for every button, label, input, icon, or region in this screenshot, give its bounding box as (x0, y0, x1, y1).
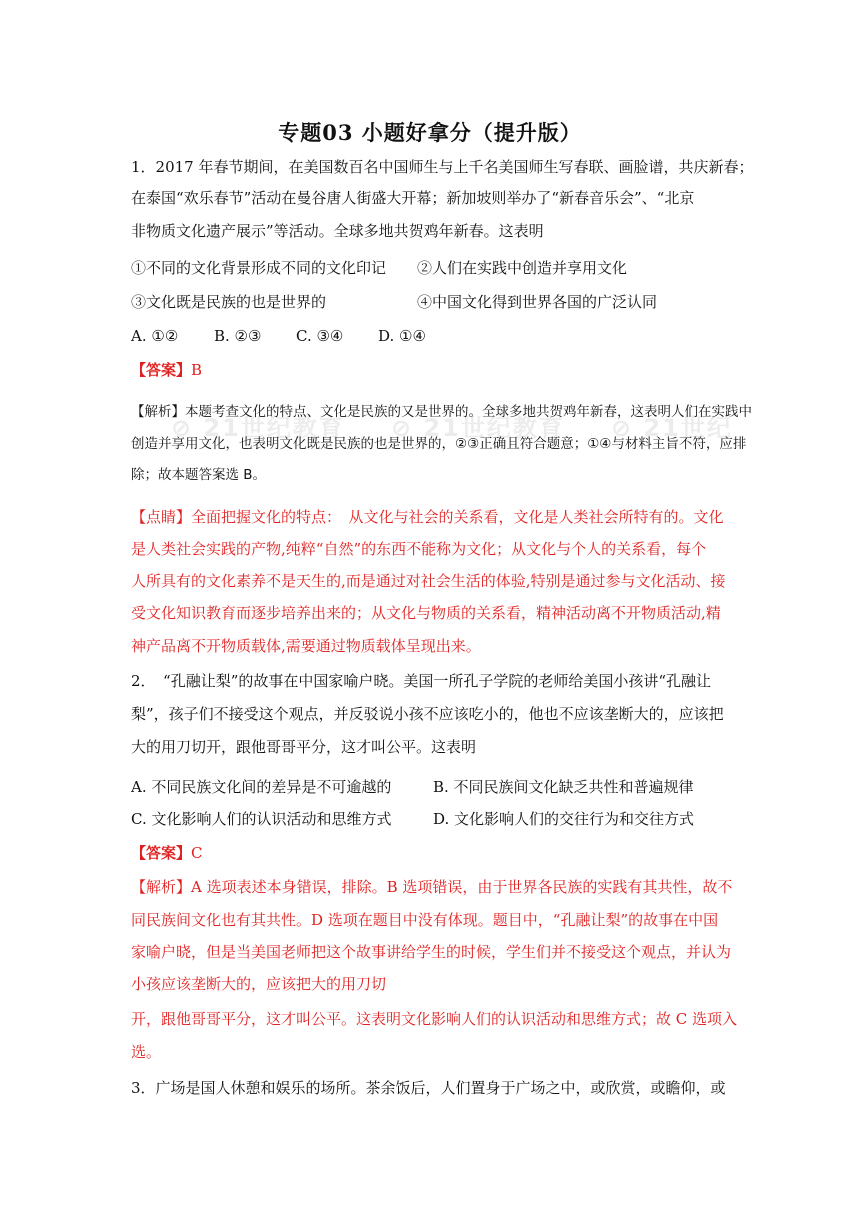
q1-point-line-4: 受文化知识教育而逐步培养出来的；从文化与物质的关系看，精神活动离不开物质活动,精 (131, 604, 721, 622)
q1-point-line-1: 【点睛】全面把握文化的特点： 从文化与社会的关系看，文化是人类社会所特有的。文化 (131, 508, 724, 526)
watermark: ⊘ 21世纪 (611, 414, 733, 442)
q2-stem-line-1: 2． “孔融让梨”的故事在中国家喻户晓。美国一所孔子学院的老师给美国小孩讲“孔融让 (131, 672, 712, 690)
q1-option-a: A. ①② (131, 327, 179, 345)
q1-option-b: B. ②③ (214, 327, 262, 345)
q1-stem-line-3: 非物质文化遗产展示”等活动。全球多地共贺鸡年新春。这表明 (131, 222, 544, 240)
q1-answer (131, 360, 202, 380)
q1-option-c: C. ③④ (296, 327, 344, 345)
q2-stem-line-3: 大的用刀切开，跟他哥哥平分，这才叫公平。这表明 (131, 738, 477, 756)
q1-analysis-line-2: 创造并享用文化，也表明文化既是民族的也是世界的，②③正确且符合题意；①④与材料主旨不符，应排 (131, 436, 747, 452)
q2-stem-line-2: 梨”，孩子们不接受这个观点，并反驳说小孩不应该吃小的，他也不应该垄断大的，应该把 (131, 705, 724, 723)
q2-option-a: A. 不同民族文化间的差异是不可逾越的 (131, 778, 392, 796)
q1-stem-line-2: 在泰国“欢乐春节”活动在曼谷唐人街盛大开幕；新加坡则举办了“新春音乐会”、“北京 (131, 189, 695, 207)
q1-answer-tag: 【答案】 (131, 361, 192, 379)
q1-stem-line-1: 1．2017 年春节期间，在美国数百名中国师生与上千名美国师生写春联、画脸谱，共庆新春； (131, 158, 754, 176)
q1-point-line-3: 人所具有的文化素养不是天生的,而是通过对社会生活的体验,特别是通过参与文化活动、接 (131, 572, 726, 590)
watermark: ⊘ 21世纪教育 (171, 414, 345, 442)
q1-point-line-2: 是人类社会实践的产物,纯粹“自然”的东西不能称为文化；从文化与个人的关系看，每个 (131, 540, 707, 558)
q2-analysis-line-3: 家喻户晓，但是当美国老师把这个故事讲给学生的时候，学生们并不接受这个观点，并认为 (131, 943, 732, 961)
q1-statement-2: ②人们在实践中创造并享用文化 (417, 259, 628, 277)
q1-statement-3: ③文化既是民族的也是世界的 (131, 293, 327, 311)
q2-analysis-line-5: 开，跟他哥哥平分，这才叫公平。这表明文化影响人们的认识活动和思维方式；故 C 选项入 (131, 1010, 738, 1028)
q1-analysis-line-3: 除；故本题答案选 B。 (131, 467, 267, 483)
q1-option-d: D. ①④ (378, 327, 426, 345)
document-title: 专题03 小题好拿分（提升版） (278, 120, 582, 145)
q1-statement-4: ④中国文化得到世界各国的广泛认同 (417, 293, 658, 311)
q2-analysis-line-6: 选。 (131, 1043, 162, 1061)
q2-answer-value: C (191, 844, 203, 862)
q1-analysis-image (131, 398, 752, 488)
q1-point-line-5: 神产品离不开物质载体,需要通过物质载体呈现出来。 (131, 637, 481, 655)
q2-analysis-line-1: 【解析】A 选项表述本身错误，排除。B 选项错误，由于世界各民族的实践有其共性，故不 (131, 878, 733, 896)
q2-analysis-line-4: 小孩应该垄断大的，应该把大的用刀切 (131, 975, 387, 993)
q2-answer-tag: 【答案】 (131, 844, 192, 862)
q2-analysis-line-2: 同民族间文化也有其共性。D 选项在题目中没有体现。题目中，“孔融让梨”的故事在中国 (131, 911, 719, 929)
q3-stem-line-1: 3．广场是国人休憩和娱乐的场所。茶余饭后，人们置身于广场之中，或欣赏，或瞻仰，或 (131, 1079, 726, 1097)
q1-analysis-line-1: 【解析】本题考查文化的特点、文化是民族的又是世界的。全球多地共贺鸡年新春，这表明人们在实践中 (131, 404, 752, 420)
watermark: ⊘ 21世纪教育 (391, 414, 565, 442)
q2-option-c: C. 文化影响人们的认识活动和思维方式 (131, 810, 392, 828)
q1-statement-1: ①不同的文化背景形成不同的文化印记 (131, 259, 387, 277)
q2-option-d: D. 文化影响人们的交往行为和交往方式 (433, 810, 695, 828)
q1-answer-value: B (191, 361, 203, 379)
q2-answer (131, 843, 203, 863)
q2-option-b: B. 不同民族间文化缺乏共性和普遍规律 (433, 778, 694, 796)
